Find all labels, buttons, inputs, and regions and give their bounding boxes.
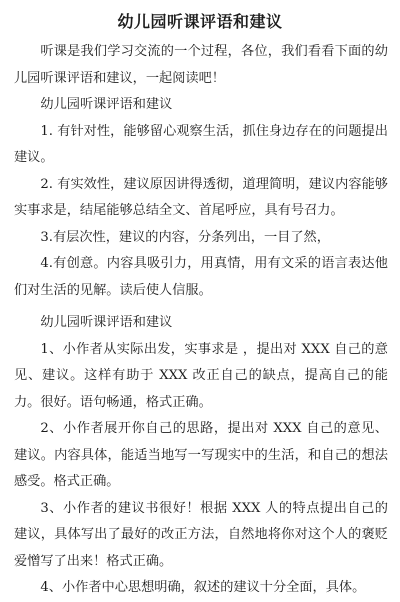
section1-item-4: 4.有创意。内容具吸引力，用真情，用有文采的语言表达他们对生活的见解。读后使人信服。 xyxy=(14,256,388,298)
document-body xyxy=(14,39,388,602)
document-title: 幼儿园听课评语和建议 xyxy=(117,12,283,31)
section1-item-1: 1. 有针对性，能够留心观察生活，抓住身边存在的问题提出建议。 xyxy=(14,123,388,165)
intro-paragraph: 听课是我们学习交流的一个过程，各位，我们看看下面的幼儿园听课评语和建议，一起阅读吧！ xyxy=(14,44,388,86)
section2-item-1: 1、小作者从实际出发，实事求是 ，提出对 XXX 自己的意见、建议。这样有助于 XXX 改正自己的缺点，提高自己的能力。很好。语句畅通，格式正确。 xyxy=(14,341,388,410)
section1-heading: 幼儿园听课评语和建议 xyxy=(40,97,173,112)
section1-item-2: 2. 有实效性，建议原因讲得透彻，道理简明，建议内容能够实事求是，结尾能够总结全文、首尾呼应，具有号召力。 xyxy=(14,176,388,218)
section2-item-4: 4、小作者中心思想明确，叙述的建议十分全面，具体。 xyxy=(40,580,366,595)
section1-item-3: 3.有层次性，建议的内容，分条列出，一目了然， xyxy=(40,229,330,245)
section2-item-3: 3、小作者的建议书很好！根据 XXX 人的特点提出自己的建议，具体写出了最好的改正方法，自然地将你对这个人的褒贬爱憎写了出来！格式正确。 xyxy=(14,500,388,569)
section2-heading: 幼儿园听课评语和建议 xyxy=(40,315,173,330)
section2-item-2: 2、小作者展开你自己的思路，提出对 XXX 自己的意见、建议。内容具体，能适当地写一写现实中的生活，和自己的想法感受。格式正确。 xyxy=(14,421,388,489)
